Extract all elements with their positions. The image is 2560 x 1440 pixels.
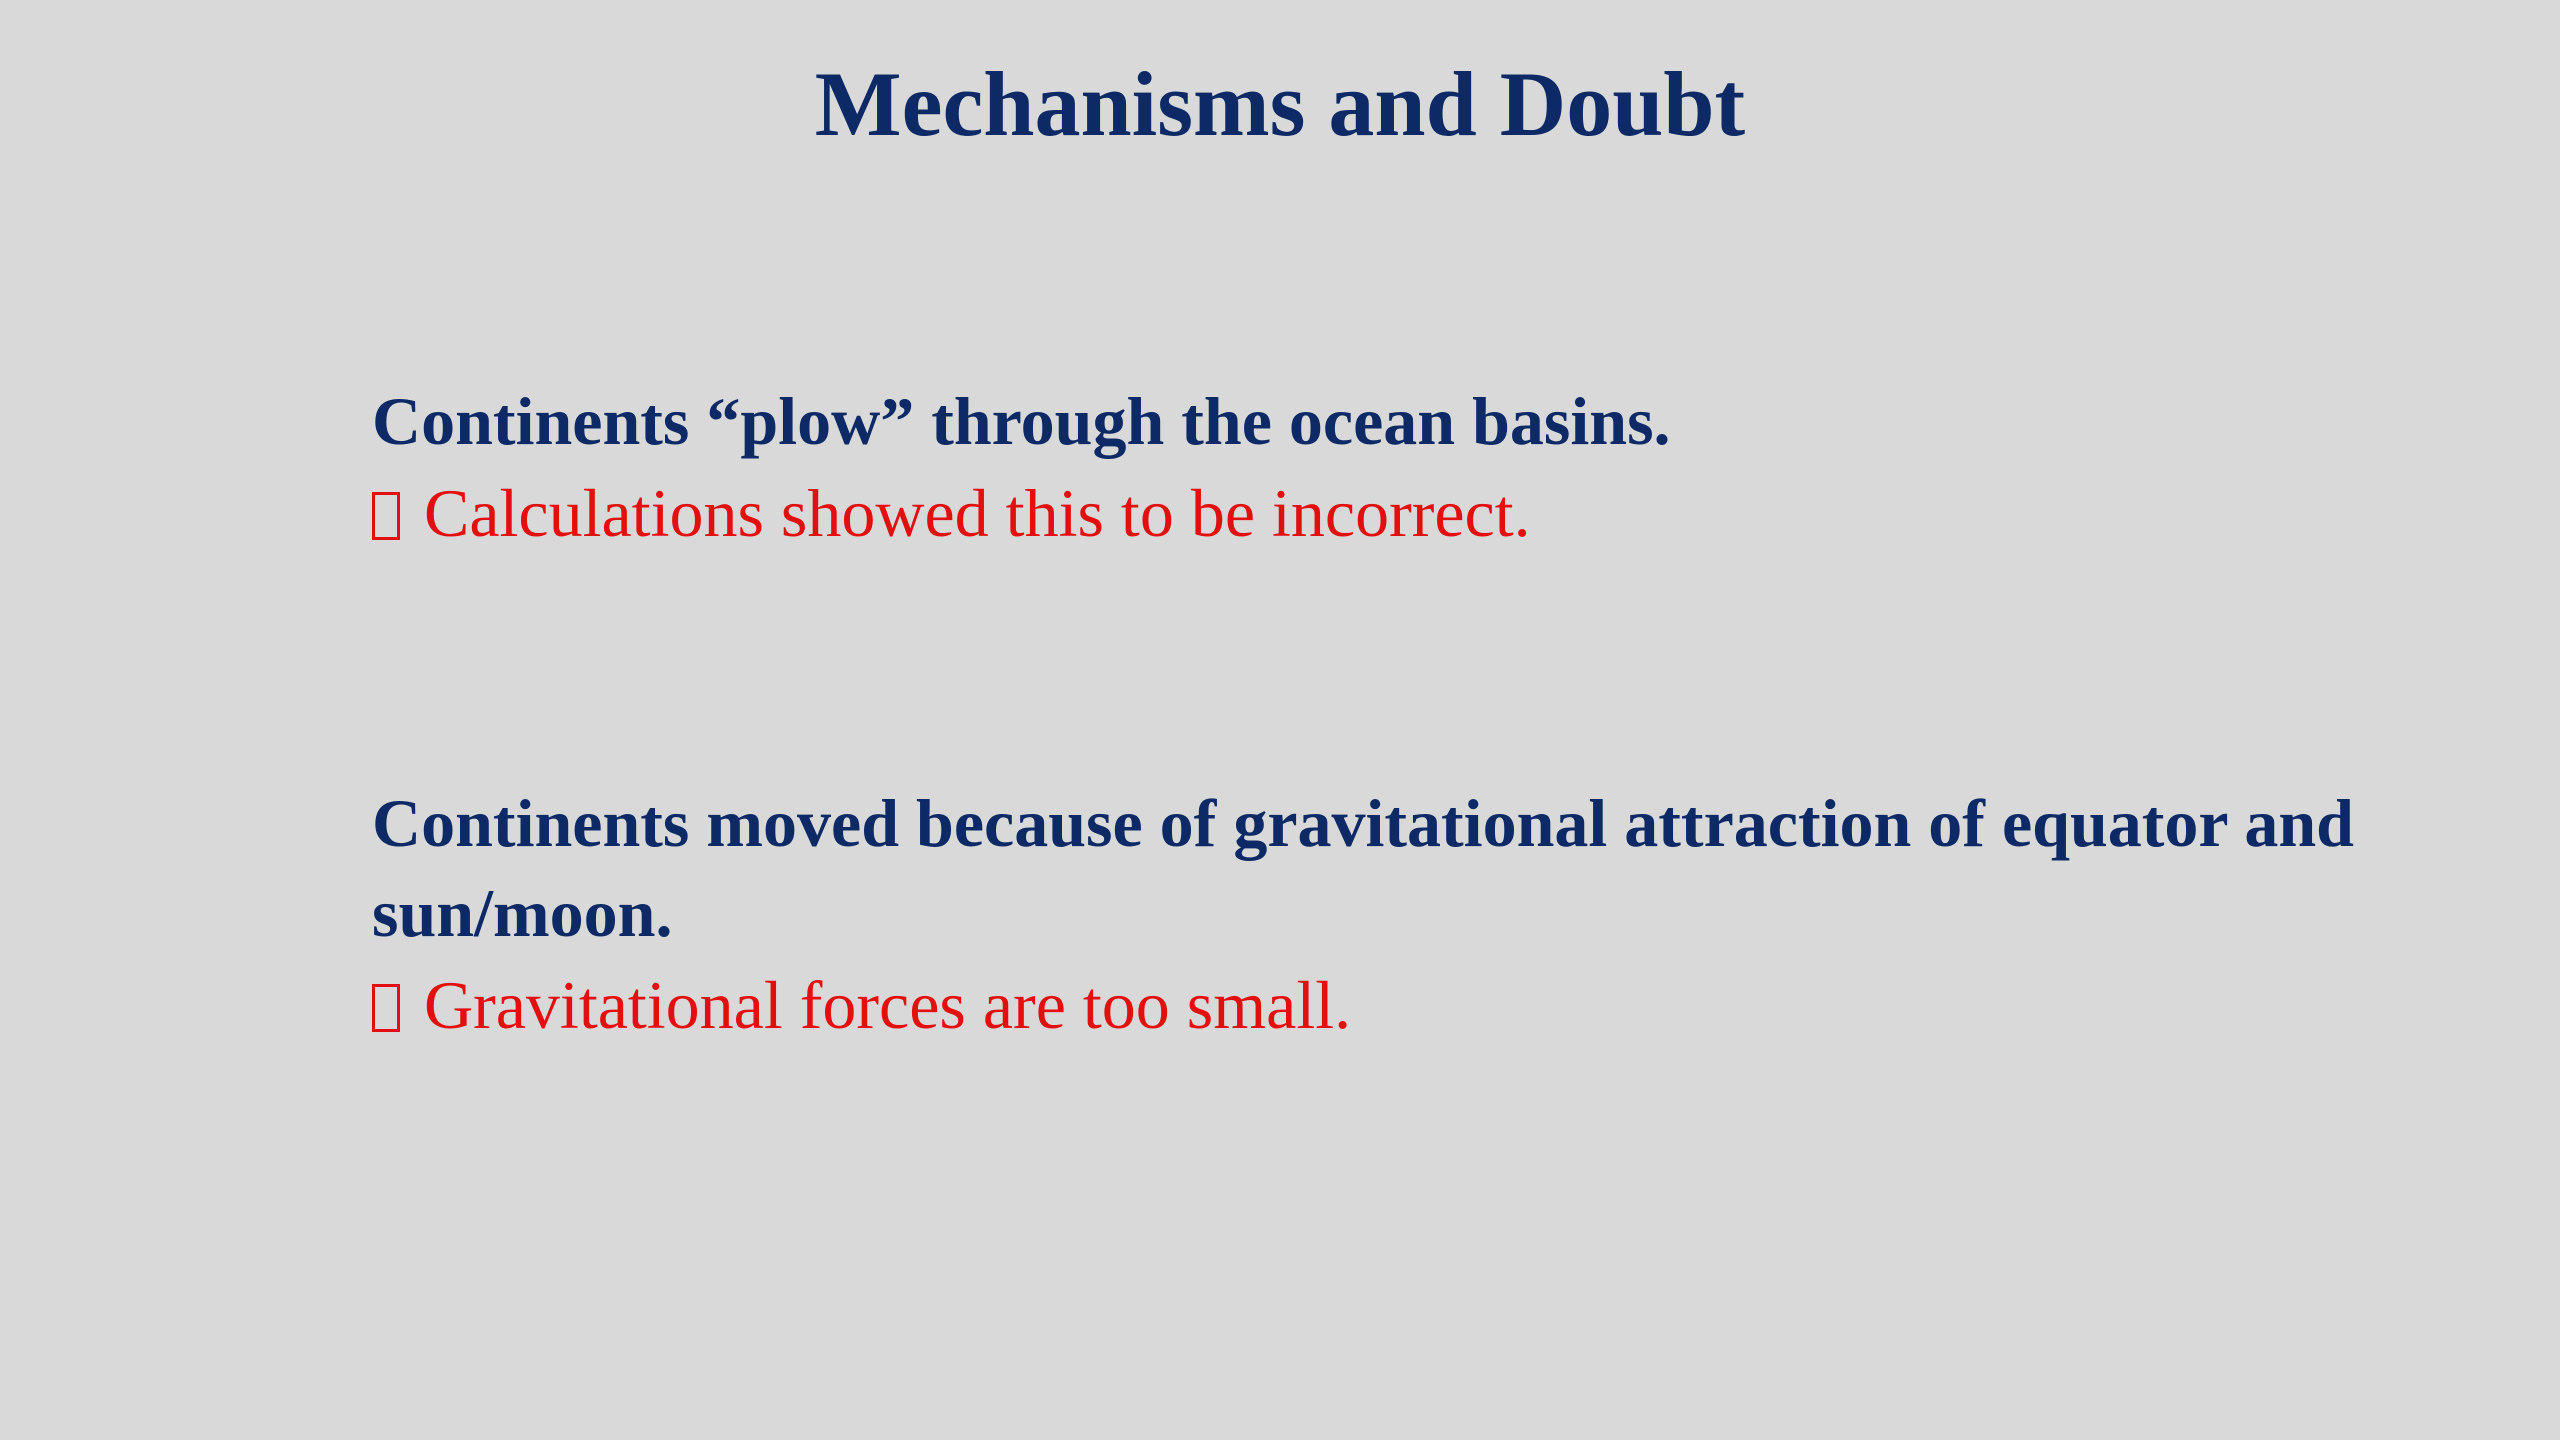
missing-glyph-box-icon xyxy=(372,492,400,540)
point-1 xyxy=(372,376,2372,560)
point-1-rebuttal-text: Calculations showed this to be incorrect. xyxy=(424,475,1531,551)
missing-glyph-box-icon xyxy=(372,984,400,1032)
point-2-rebuttal-text: Gravitational forces are too small. xyxy=(424,967,1352,1043)
point-2-claim: Continents moved because of gravitational attraction of equator and sun/moon. xyxy=(372,785,2354,951)
point-2 xyxy=(372,778,2372,1052)
point-1-rebuttal xyxy=(372,466,2372,560)
point-2-rebuttal xyxy=(372,958,2372,1052)
point-1-claim: Continents “plow” through the ocean basins. xyxy=(372,383,1671,459)
slide-title: Mechanisms and Doubt xyxy=(814,53,1746,155)
